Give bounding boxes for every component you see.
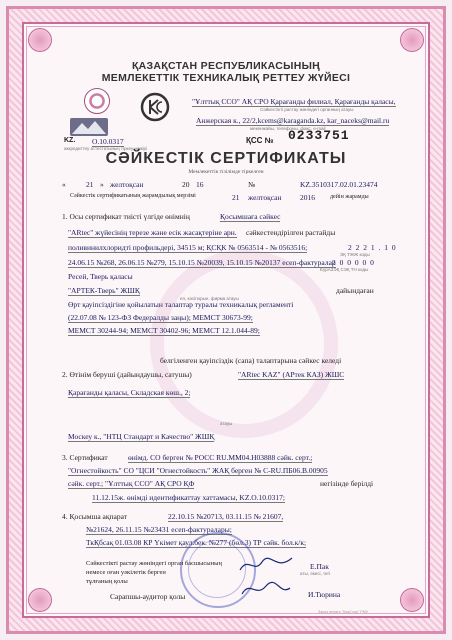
- certificate-subtitle: Мемлекеттік тізілімде тіркелген: [188, 169, 264, 175]
- head-signature: [236, 552, 296, 578]
- item2-city: Қарағанды қаласы, Складская көш., 2;: [68, 388, 191, 397]
- caption-eq-code: ЭҚ ТЖЖ коды: [340, 252, 370, 257]
- maker-caption: ел, кәсіпорын, фирма атауы: [180, 296, 239, 301]
- mountain-logo-icon: [70, 118, 108, 136]
- reg-day: 21: [86, 180, 94, 189]
- item3-lead: 3. Сертификат: [62, 453, 108, 462]
- head-name: Е.Пак: [310, 562, 329, 571]
- item1-tn-code: 2 0 0 0 0 0: [332, 258, 375, 267]
- item3-line4: 11.12.15ж. өнімді идентификаттау хаттамасы, KZ.O.10.0317;: [92, 493, 286, 502]
- name-caption: аты, әкесі, тегі: [300, 571, 331, 576]
- validity-month: желтоқсан: [248, 193, 282, 202]
- reg-no-label: №: [248, 180, 256, 189]
- item1-country: Ресей, Тверь қаласы: [68, 272, 133, 281]
- item3-line3: сәйк. серт.; "Ұлттық ССО" АҚ СРО ҚФ: [68, 479, 195, 488]
- watermark-emblem: [150, 250, 338, 438]
- item1-maker-tail: дайындаған: [336, 286, 374, 295]
- auditor-name: И.Тюрина: [308, 590, 341, 599]
- item1-std1: Өрт қауіпсіздігіне қойылатын талаптар туралы техникалық регламенті: [68, 300, 294, 309]
- item2-lead: 2. Өтінім беруші (дайындаушы, сатушы): [62, 370, 192, 379]
- kss-label: ҚСС №: [246, 136, 274, 145]
- item3-line3-tail: негізінде берілді: [320, 479, 374, 488]
- validity-tail: дейін жарамды: [330, 194, 369, 200]
- corner-ornament: [400, 28, 424, 52]
- corner-ornament: [28, 28, 52, 52]
- item1-lead: 1. Осы сертификат тиісті үлгіде өнімнің: [62, 212, 190, 221]
- item1-product: Қосымшаға сәйкес: [220, 212, 281, 221]
- item1-line2-tail: сәйкестендірілген растайды: [246, 228, 336, 237]
- item2-company: "ARtec KAZ" (АРтек КАЗ) ЖШС: [238, 370, 345, 379]
- item1-std2: (22.07.08 № 123-ФЗ Федералды заңы); МЕМСТ 30673-99;: [68, 313, 253, 322]
- head-signature-label-2: немесе оған уәкілетік берген: [86, 569, 166, 576]
- corner-ornament: [28, 588, 52, 612]
- serial-number: 0233751: [288, 128, 350, 143]
- item2-lab: Москеу к., "НТЦ Стандарт и Качество" ЖШҚ: [68, 432, 215, 441]
- issuing-body-address: Анжерская к., 22/2,kcems@karaganda.kz, kar_naceks@mail.ru: [196, 116, 390, 125]
- auditor-label: Сарапшы-аудитор қолы: [110, 592, 186, 601]
- kc-logo-icon: [140, 92, 170, 122]
- header-line-2: МЕМЛЕКЕТТІК ТЕХНИКАЛЫҚ РЕТТЕУ ЖҮЙЕСІ: [101, 72, 351, 84]
- validity-day: 21: [232, 193, 240, 202]
- caption-tn-code: ЕурАЗЭҚ СЭҚ ТН коды: [320, 267, 369, 272]
- accreditation-code: О.10.0317: [92, 137, 124, 146]
- item4-line1: 22.10.15 №20713, 03.11.15 № 21607,: [168, 512, 284, 521]
- reg-quote-open: «: [62, 180, 66, 189]
- item1-line2: "ARtec" жүйесінің терезе және есік жасақтеріне арн.: [68, 228, 237, 237]
- kz-prefix: KZ.: [64, 137, 76, 144]
- corner-ornament: [400, 588, 424, 612]
- item3-line2: "Огнестойкость" СО "ЦСИ "Огнестойкость" ЖАҚ берген № С-RU.ПБ06.В.00905: [68, 466, 328, 475]
- validity-label: Сәйкестік сертификатының жарамдылық мерзімі: [70, 193, 196, 199]
- item1-tail: белгіленген қауіпсіздік (сапа) талаптарына сәйкес келеді: [160, 356, 342, 365]
- item2-caption: атауы: [220, 421, 233, 426]
- item3-line1: өнімд. СО берген № РОСС RU.MM04.H03888 сәйк. серт.;: [128, 453, 313, 462]
- item1-std3: МЕМСТ 30244-94; МЕМСТ 30402-96; МЕМСТ 12.1.044-89;: [68, 326, 260, 335]
- certificate-title: СӘЙКЕСТІК СЕРТИФИКАТЫ: [105, 150, 347, 167]
- accreditation-caption: аккредиттеу аттестатының тіркеу нөмірі: [64, 146, 148, 151]
- reg-number: KZ.3510317.02.01.23474: [300, 180, 378, 189]
- item4-lead: 4. Қосымша ақпарат: [62, 512, 128, 521]
- reg-year-prefix: 20: [182, 180, 190, 189]
- head-signature-label-1: Сәйкестікті растау жөніндегі орган басшысының: [86, 560, 222, 567]
- item4-line2: №21624, 26.11.15 №23431 есеп-фактуралары;: [86, 525, 232, 534]
- item1-line4: 24.06.15 №268, 26.06.15 №279, 15.10.15 №20039, 15.10.15 №20137 есеп-фактуралар: [68, 258, 336, 267]
- reg-quote-close: »: [100, 180, 104, 189]
- issuing-body-name: "Ұлттық ССО" АҚ СРО Қарағанды филиал, Қарағанды қаласы,: [192, 97, 396, 106]
- state-emblem-icon: [84, 88, 110, 114]
- head-signature-label-3: тұлғаның қолы: [86, 578, 128, 585]
- print-footer: Заказ печать "КазСтар" РМУ: [318, 610, 369, 614]
- reg-year: 16: [196, 180, 204, 189]
- header-line-1: ҚАЗАҚСТАН РЕСПУБЛИКАСЫНЫҢ: [131, 60, 321, 72]
- auditor-signature: [236, 578, 296, 602]
- validity-year: 2016: [300, 193, 315, 202]
- item1-maker: "АРТЕК-Тверь" ЖШҚ: [68, 286, 140, 295]
- address-caption: мекенжайы, телефоны, факс, e-mail: [250, 126, 326, 131]
- item4-line3: ТкҚбсақ 01.03.08 КР Үкімет қаул.бек. №277 (бөл.3) ТР сәйк. бол.к/к;: [86, 538, 307, 547]
- item1-code: 2 2 2 1 . 1 0: [348, 243, 397, 252]
- item1-line3: поливинилхлоридті профильдері, 34515 м; ҚСҚК № 0563514 - № 0563516;: [68, 243, 308, 252]
- reg-month: желтоқсан: [110, 180, 144, 189]
- issuing-body-caption: Сәйкестікті растау жөніндегі органның атауы: [260, 107, 354, 112]
